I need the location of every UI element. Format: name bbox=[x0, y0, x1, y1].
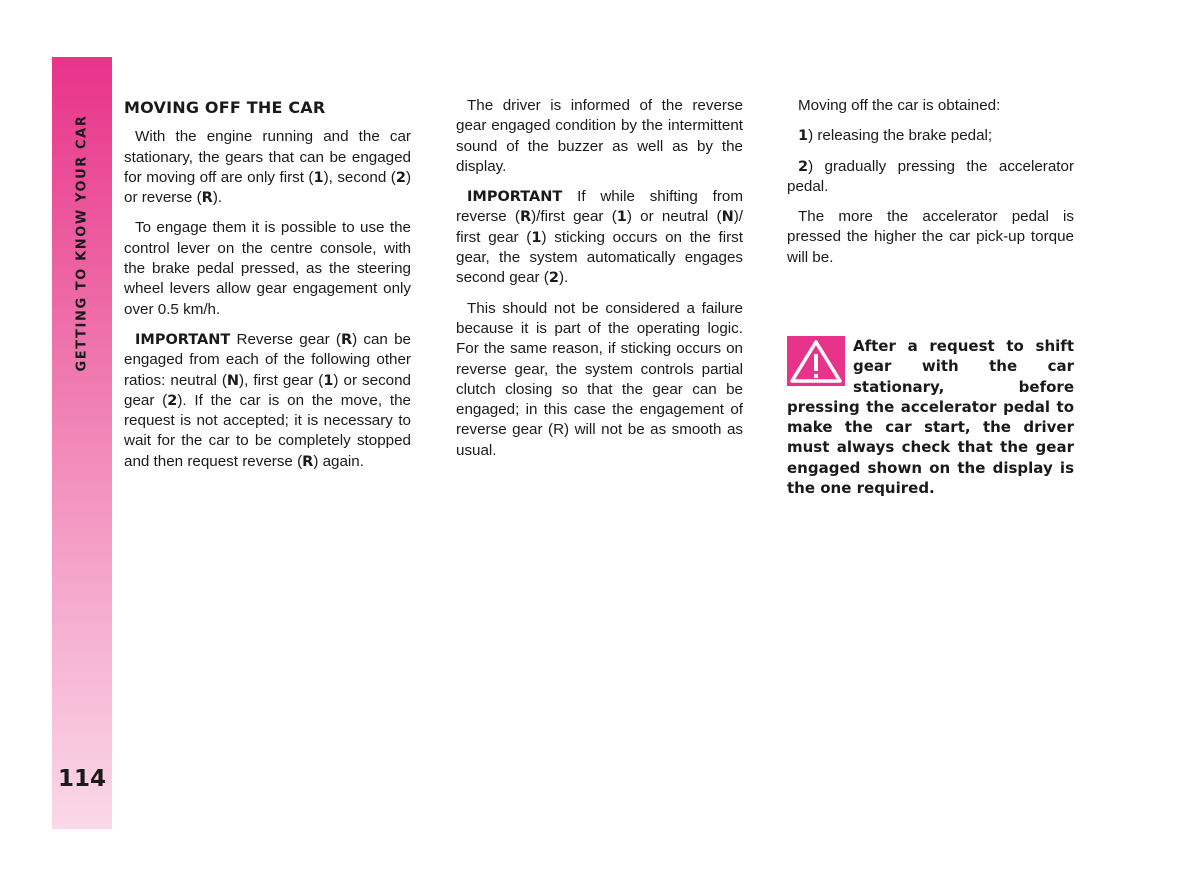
warning-text: After a request to shift gear with the car stationary, before pressing the accelerator pedal to make the car start, the driver must always check that the gear engaged shown on the display is the one required. bbox=[787, 337, 1074, 498]
paragraph: The driver is informed of the reverse gear engaged condition by the intermittent sound of the buzzer as well as by the display. bbox=[456, 97, 743, 175]
column-2 bbox=[456, 96, 743, 471]
important-label: IMPORTANT bbox=[135, 331, 231, 348]
section-heading: MOVING OFF THE CAR bbox=[124, 98, 326, 117]
paragraph: IMPORTANT Reverse gear (R) can be engaged from each of the following other ratios: neutral (N), first gear (1) or second gear (2). If the car is on the move, the request is not accepted; it is necessary to wait for the car to be completely stopped and then request reverse (R) again. bbox=[124, 330, 412, 470]
paragraph: This should not be considered a failure because it is part of the operating logic. For the same reason, if sticking occurs on reverse gear, the system controls partial clutch closing so that the gear can be engaged; in this case the engagement of reverse gear (R) will not be as smooth as usual. bbox=[456, 299, 743, 459]
list-item: 2) gradually pressing the accelerator pedal. bbox=[787, 157, 1074, 195]
list-item: 1) releasing the brake pedal; bbox=[798, 127, 993, 145]
warning-note bbox=[787, 336, 1074, 498]
section-label: GETTING TO KNOW YOUR CAR bbox=[74, 114, 90, 372]
warning-triangle-icon bbox=[787, 336, 845, 386]
paragraph: IMPORTANT If while shifting from reverse (R)/first gear (1) or neutral (N)/ first gear (1) sticking occurs on the first gear, the system automatically engages second gear (2). bbox=[456, 188, 744, 287]
column-1 bbox=[124, 96, 411, 482]
paragraph: Moving off the car is obtained: bbox=[798, 97, 1001, 114]
paragraph: To engage them it is possible to use the control lever on the centre console, with the brake pedal pressed, as the steering wheel levers allow gear engagement only over 0.5 km/h. bbox=[124, 219, 411, 318]
page-number: 114 bbox=[58, 766, 107, 792]
important-label: IMPORTANT bbox=[467, 189, 563, 206]
paragraph: With the engine running and the car stationary, the gears that can be engaged for moving off are only first (1), second (2) or reverse (R). bbox=[124, 128, 411, 207]
column-3 bbox=[787, 96, 1074, 278]
paragraph: The more the accelerator pedal is pressed the higher the car pick-up torque will be. bbox=[787, 208, 1074, 266]
